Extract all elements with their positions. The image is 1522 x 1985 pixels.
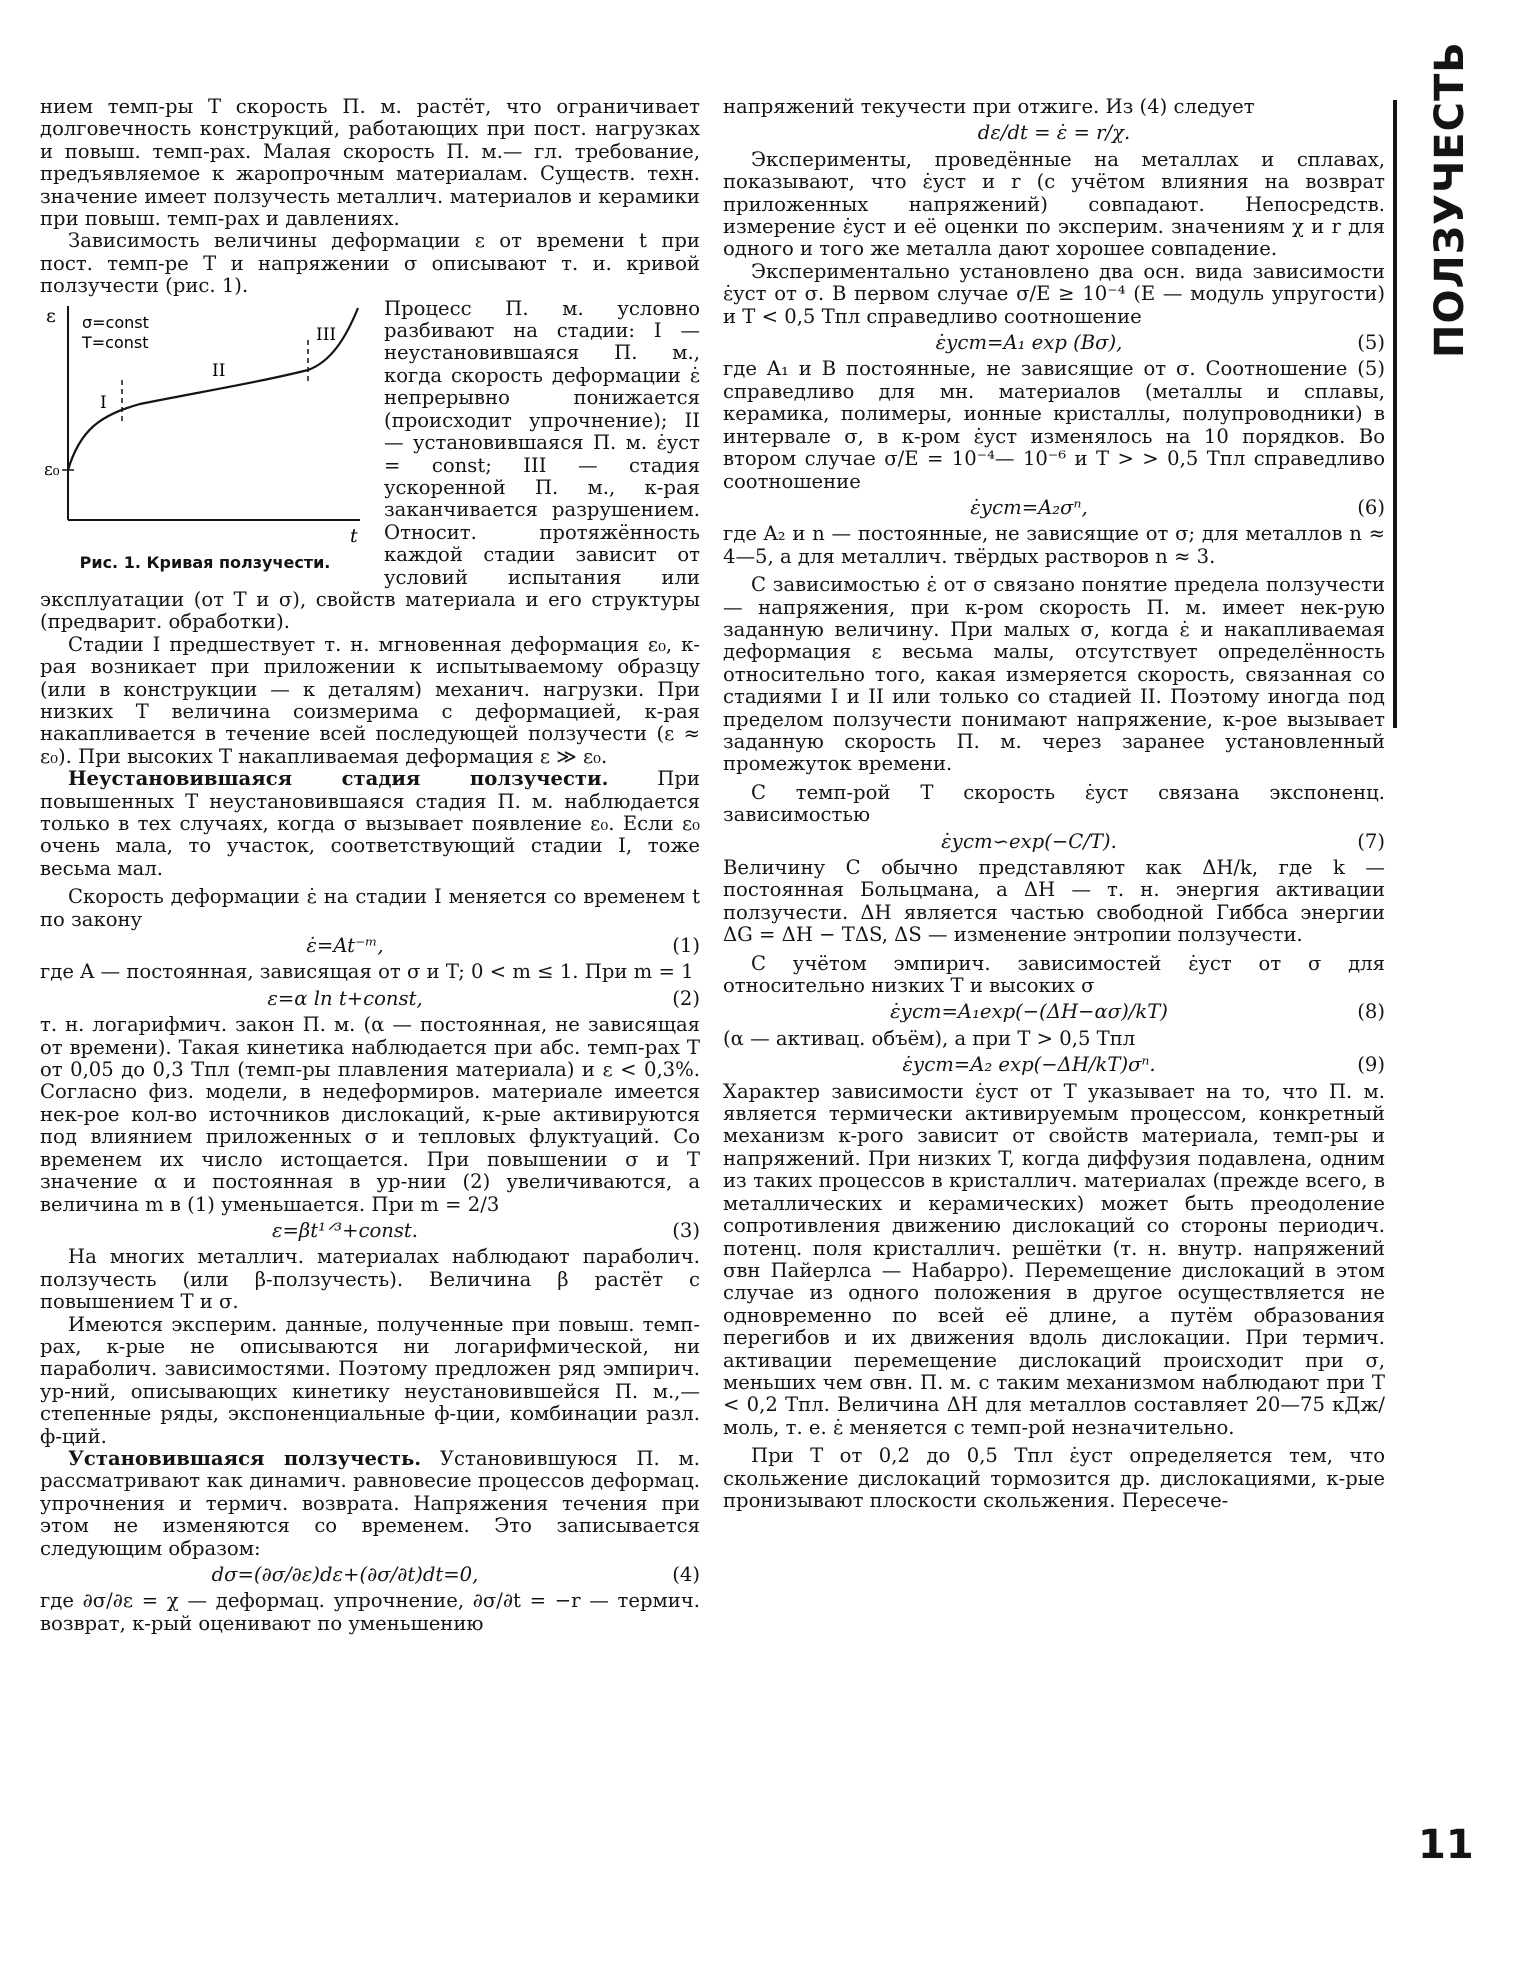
paragraph: т. н. логарифмич. закон П. м. (α — постоянная, не зависящая от времени). Такая кинетика наблюдается при абс. темп-рах T от 0,05 до 0,3 Tпл (темп-ры плавления материала) и ε < 0,3%. Согласно физ. модели, в недеформиров. материале имеется нек-рое кол-во источников дислокаций, к-рые активируются под влиянием приложенных σ и тепловых флуктуаций. Со временем их число истощается. При повышении σ и T значение α и постоянная в ур-нии (2) увеличиваются, а величина m в (1) уменьшается. При m = 2/3 [40, 1013, 700, 1216]
paragraph: Экспериментально установлено два осн. вида зависимости ε̇уст от σ. В первом случае σ/E ≥ 10⁻⁴ (E — модуль упругости) и T < 0,5 Tпл справедливо соотношение [723, 259, 1385, 328]
equation: dσ=(∂σ/∂ε)dε+(∂σ/∂t)dt=0, (4) [211, 1563, 700, 1586]
section-heading: Неустановившаяся стадия ползучести. [68, 767, 609, 791]
running-head: ПОЛЗУЧЕСТЬ [1427, 41, 1473, 358]
stage-label: II [212, 360, 226, 381]
paragraph: С зависимостью ε̇ от σ связано понятие предела ползучести — напряжения, при к-ром скорость П. м. имеет нек-рую заданную величину. При малых σ, когда ε̇ и накапливаемая деформация ε весьма малы, отсутствует определённость относительно того, какая измеряется скорость, связанная со стадиями I и II или только со стадией II. Поэтому иногда под пределом ползучести понимают напряжение, к-рое вызывает заданную скорость П. м. через заранее установленный промежуток времени. [723, 573, 1385, 776]
paragraph-text: При повышенных T неустановившаяся стадия П. м. наблюдается только в тех случаях, когда σ вызывает появление ε₀. Если ε₀ очень мала, то участок, соответствующий стадии I, тоже весьма мал. [40, 767, 700, 880]
paragraph: Зависимость величины деформации ε от времени t при пост. темп-ре T и напряжении σ описывают т. и. кривой ползучести (рис. 1). [40, 229, 700, 298]
x-axis-label: t [350, 524, 358, 547]
legend-sigma: σ=const [82, 312, 149, 332]
paragraph: где A — постоянная, зависящая от σ и T; 0 < m ≤ 1. При m = 1 [40, 960, 694, 984]
paragraph: Процесс П. м. условно разбивают на стадии: I — неустановившаяся П. м., когда скорость деформации ε̇ непрерывно понижается (происходит упрочнение); II — установившаяся П. м. ε̇уст = const; III — стадия ускоренной П. м., к-рая заканчивается разрушением. Относит. протяжённость каждой стадии зависит от условий испытания или эксплуатации (от T и σ), свойств материала и его структуры (предварит. обработки). [40, 296, 700, 634]
column-rule [1393, 100, 1397, 728]
left-column [40, 96, 700, 1635]
equation: dε/dt = ε̇ = r/χ. [977, 121, 1131, 145]
paragraph: где A₂ и n — постоянные, не зависящие от σ; для металлов n ≈ 4—5, а для металлич. твёрдых растворов n ≈ 3. [723, 522, 1385, 568]
right-column [723, 96, 1385, 1512]
paragraph: С темп-рой T скорость ε̇уст связана экспоненц. зависимостью [723, 780, 1385, 827]
creep-curve-figure [40, 300, 370, 574]
eps0-label: ε₀ [44, 459, 60, 480]
creep-curve-chart [40, 300, 370, 550]
paragraph: Эксперименты, проведённые на металлах и сплавах, показывают, что ε̇уст и r (с учётом влияния на возврат приложенных напряжений) совпадают. Непосредств. измерение ε̇уст и её оценки по эксперим. значениям χ и r для одного и того же металла дают хорошее совпадение. [723, 147, 1385, 261]
paragraph: При T от 0,2 до 0,5 Tпл ε̇уст определяется тем, что скольжение дислокаций тормозится др. дислокациями, к-рые пронизывают плоскости скольжения. Пересече- [723, 1444, 1385, 1512]
y-axis-label: ε [46, 304, 56, 327]
paragraph: Стадии I предшествует т. н. мгновенная деформация ε₀, к-рая возникает при приложении к испытываемому образцу (или в конструкции — к деталям) механич. нагрузки. При низких T величина соизмерима с деформацией, к-рая накапливается в течение всей последующей ползучести (ε ≈ ε₀). При высоких T накапливаемая деформация ε ≫ ε₀. [40, 632, 700, 768]
legend-temperature: T=const [82, 332, 149, 352]
equation: ε̇уст=A₁exp(−(ΔH−ασ)/kT) (8) [890, 1000, 1385, 1024]
paragraph: С учётом эмпирич. зависимостей ε̇уст от σ для относительно низких T и высоких σ [723, 951, 1385, 998]
paragraph: Скорость деформации ε̇ на стадии I меняется со временем t по закону [40, 885, 700, 931]
equation: ε̇уст=A₂ exp(−ΔH/kT)σⁿ. (9) [902, 1053, 1385, 1077]
equation: ε̇=At⁻ᵐ, (1) [306, 934, 700, 958]
paragraph: На многих металлич. материалах наблюдают параболич. ползучесть (или β-ползучесть). Величина β растёт с повышением T и σ. [40, 1245, 700, 1314]
paragraph: Характер зависимости ε̇уст от T указывает на то, что П. м. является термически активируемым процессом, конкретный механизм к-рого зависит от свойств материала, темп-ры и напряжений. При низких T, когда диффузия подавлена, одним из таких процессов в кристаллич. материалах (прежде всего, в металлических и керамических) может быть преодоление сопротивления движению дислокаций со стороны периодич. потенц. поля кристаллич. решётки (т. н. внутр. напряжений σвн Пайерлса — Набарро). Перемещение дислокаций в этом случае из одного положения в другое осуществляется не одновременно по всей её длине, а путём образования перегибов и их движения вдоль дислокации. При термич. активации перемещение дислокаций происходит при σ, меньших чем σвн. П. м. с таким механизмом наблюдают при T < 0,2 Tпл. Величина ΔH для металлов составляет 20—75 кДж/моль, т. е. ε̇ меняется с темп-рой незначительно. [723, 1079, 1385, 1439]
equation: ε̇уст=A₂σⁿ, (6) [970, 495, 1385, 519]
paragraph: (α — активац. объём), а при T > 0,5 Tпл [723, 1026, 1136, 1050]
paragraph: Величину C обычно представляют как ΔH/k, где k — постоянная Больцмана, а ΔH — т. н. энергия активации ползучести. ΔH является частью свободной Гиббса энергии ΔG = ΔH − TΔS, ΔS — изменение энтропии ползучести. [723, 856, 1385, 947]
paragraph-text: Установившуюся П. м. рассматривают как динамич. равновесие процессов деформац. упрочнения и термич. возврата. Напряжения течения при этом не изменяются со временем. Это записывается следующим образом: [40, 1446, 700, 1560]
stage-label: I [100, 392, 107, 413]
paragraph: где ∂σ/∂ε = χ — деформац. упрочнение, ∂σ/∂t = −r — термич. возврат, к-рый оценивают по уменьшению [40, 1589, 700, 1635]
paragraph: нием темп-ры T скорость П. м. растёт, что ограничивает долговечность конструкций, работающих при пост. нагрузках и повыш. темп-рах. Малая скорость П. м.— гл. требование, предъявляемое к жаропрочным материалам. Существ. техн. значение имеет ползучесть металлич. материалов и керамики при повыш. темп-рах и давлениях. [40, 95, 700, 231]
section-heading: Установившаяся ползучесть. [68, 1446, 422, 1470]
equation: ε̇уст=A₁ exp (Bσ), (5) [935, 331, 1385, 355]
figure-caption: Рис. 1. Кривая ползучести. [79, 552, 331, 572]
equation: ε=βt¹ᐟ³+const. (3) [271, 1218, 700, 1242]
paragraph: где A₁ и B постоянные, не зависящие от σ. Соотношение (5) справедливо для мн. материалов (металлы и сплавы, керамика, полимеры, ионные кристаллы, полупроводники) в интервале σ, в к-ром ε̇уст изменялось на 10 порядков. Во втором случае σ/E = 10⁻⁴— 10⁻⁶ и T > > 0,5 Tпл справедливо соотношение [723, 357, 1385, 493]
page-number: 11 [1418, 1822, 1474, 1868]
stage-label: III [316, 324, 337, 345]
paragraph: напряжений текучести при отжиге. Из (4) следует [723, 95, 1255, 118]
paragraph: Имеются эксперим. данные, полученные при повыш. темп-рах, к-рые не описываются ни логарифмической, ни параболич. зависимостями. Поэтому предложен ряд эмпирич. ур-ний, описывающих кинетику неустановившейся П. м.,— степенные ряды, экспоненциальные ф-ции, комбинации разл. ф-ций. [40, 1312, 700, 1448]
equation: ε=α ln t+const, (2) [267, 986, 700, 1010]
equation: ε̇уст∽exp(−C/T). (7) [941, 829, 1385, 853]
